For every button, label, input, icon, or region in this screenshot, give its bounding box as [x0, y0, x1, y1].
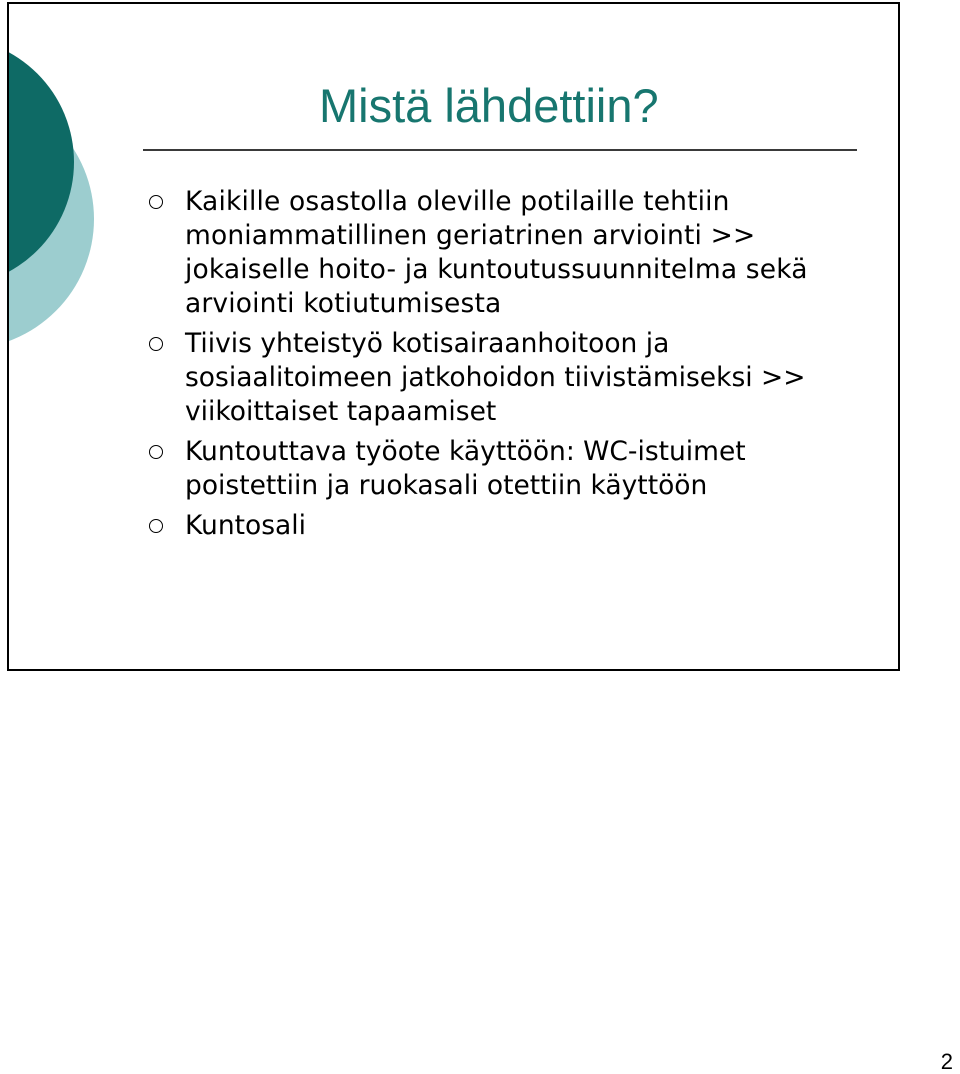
bullet-item: [149, 327, 869, 429]
circle-bullet-icon: [149, 337, 163, 351]
bullet-list: [149, 185, 869, 549]
bullet-item: [149, 185, 869, 321]
page-number: 2: [940, 1049, 953, 1074]
title-divider: [143, 149, 857, 151]
circle-bullet-icon: [149, 519, 163, 533]
slide-title: Mistä lähdettiin?: [319, 79, 659, 132]
bullet-item: [149, 509, 869, 543]
bullet-text: Kuntosali: [185, 510, 307, 541]
bullet-text: Tiivis yhteistyö kotisairaanhoitoon ja sosiaalitoimeen jatkohoidon tiivistämiseksi >> viikoittaiset tapaamiset: [185, 328, 806, 427]
decorative-circles: [9, 4, 129, 364]
slide: [7, 2, 900, 671]
bullet-text: Kuntouttava työote käyttöön: WC-istuimet poistettiin ja ruokasali otettiin käyttöön: [185, 436, 746, 501]
bullet-text: Kaikille osastolla oleville potilaille tehtiin moniammatillinen geriatrinen arviointi >> jokaiselle hoito- ja kuntoutussuunnitelma sekä arviointi kotiutumisesta: [185, 186, 808, 319]
bullet-item: [149, 435, 869, 503]
circle-bullet-icon: [149, 195, 163, 209]
circle-bullet-icon: [149, 445, 163, 459]
